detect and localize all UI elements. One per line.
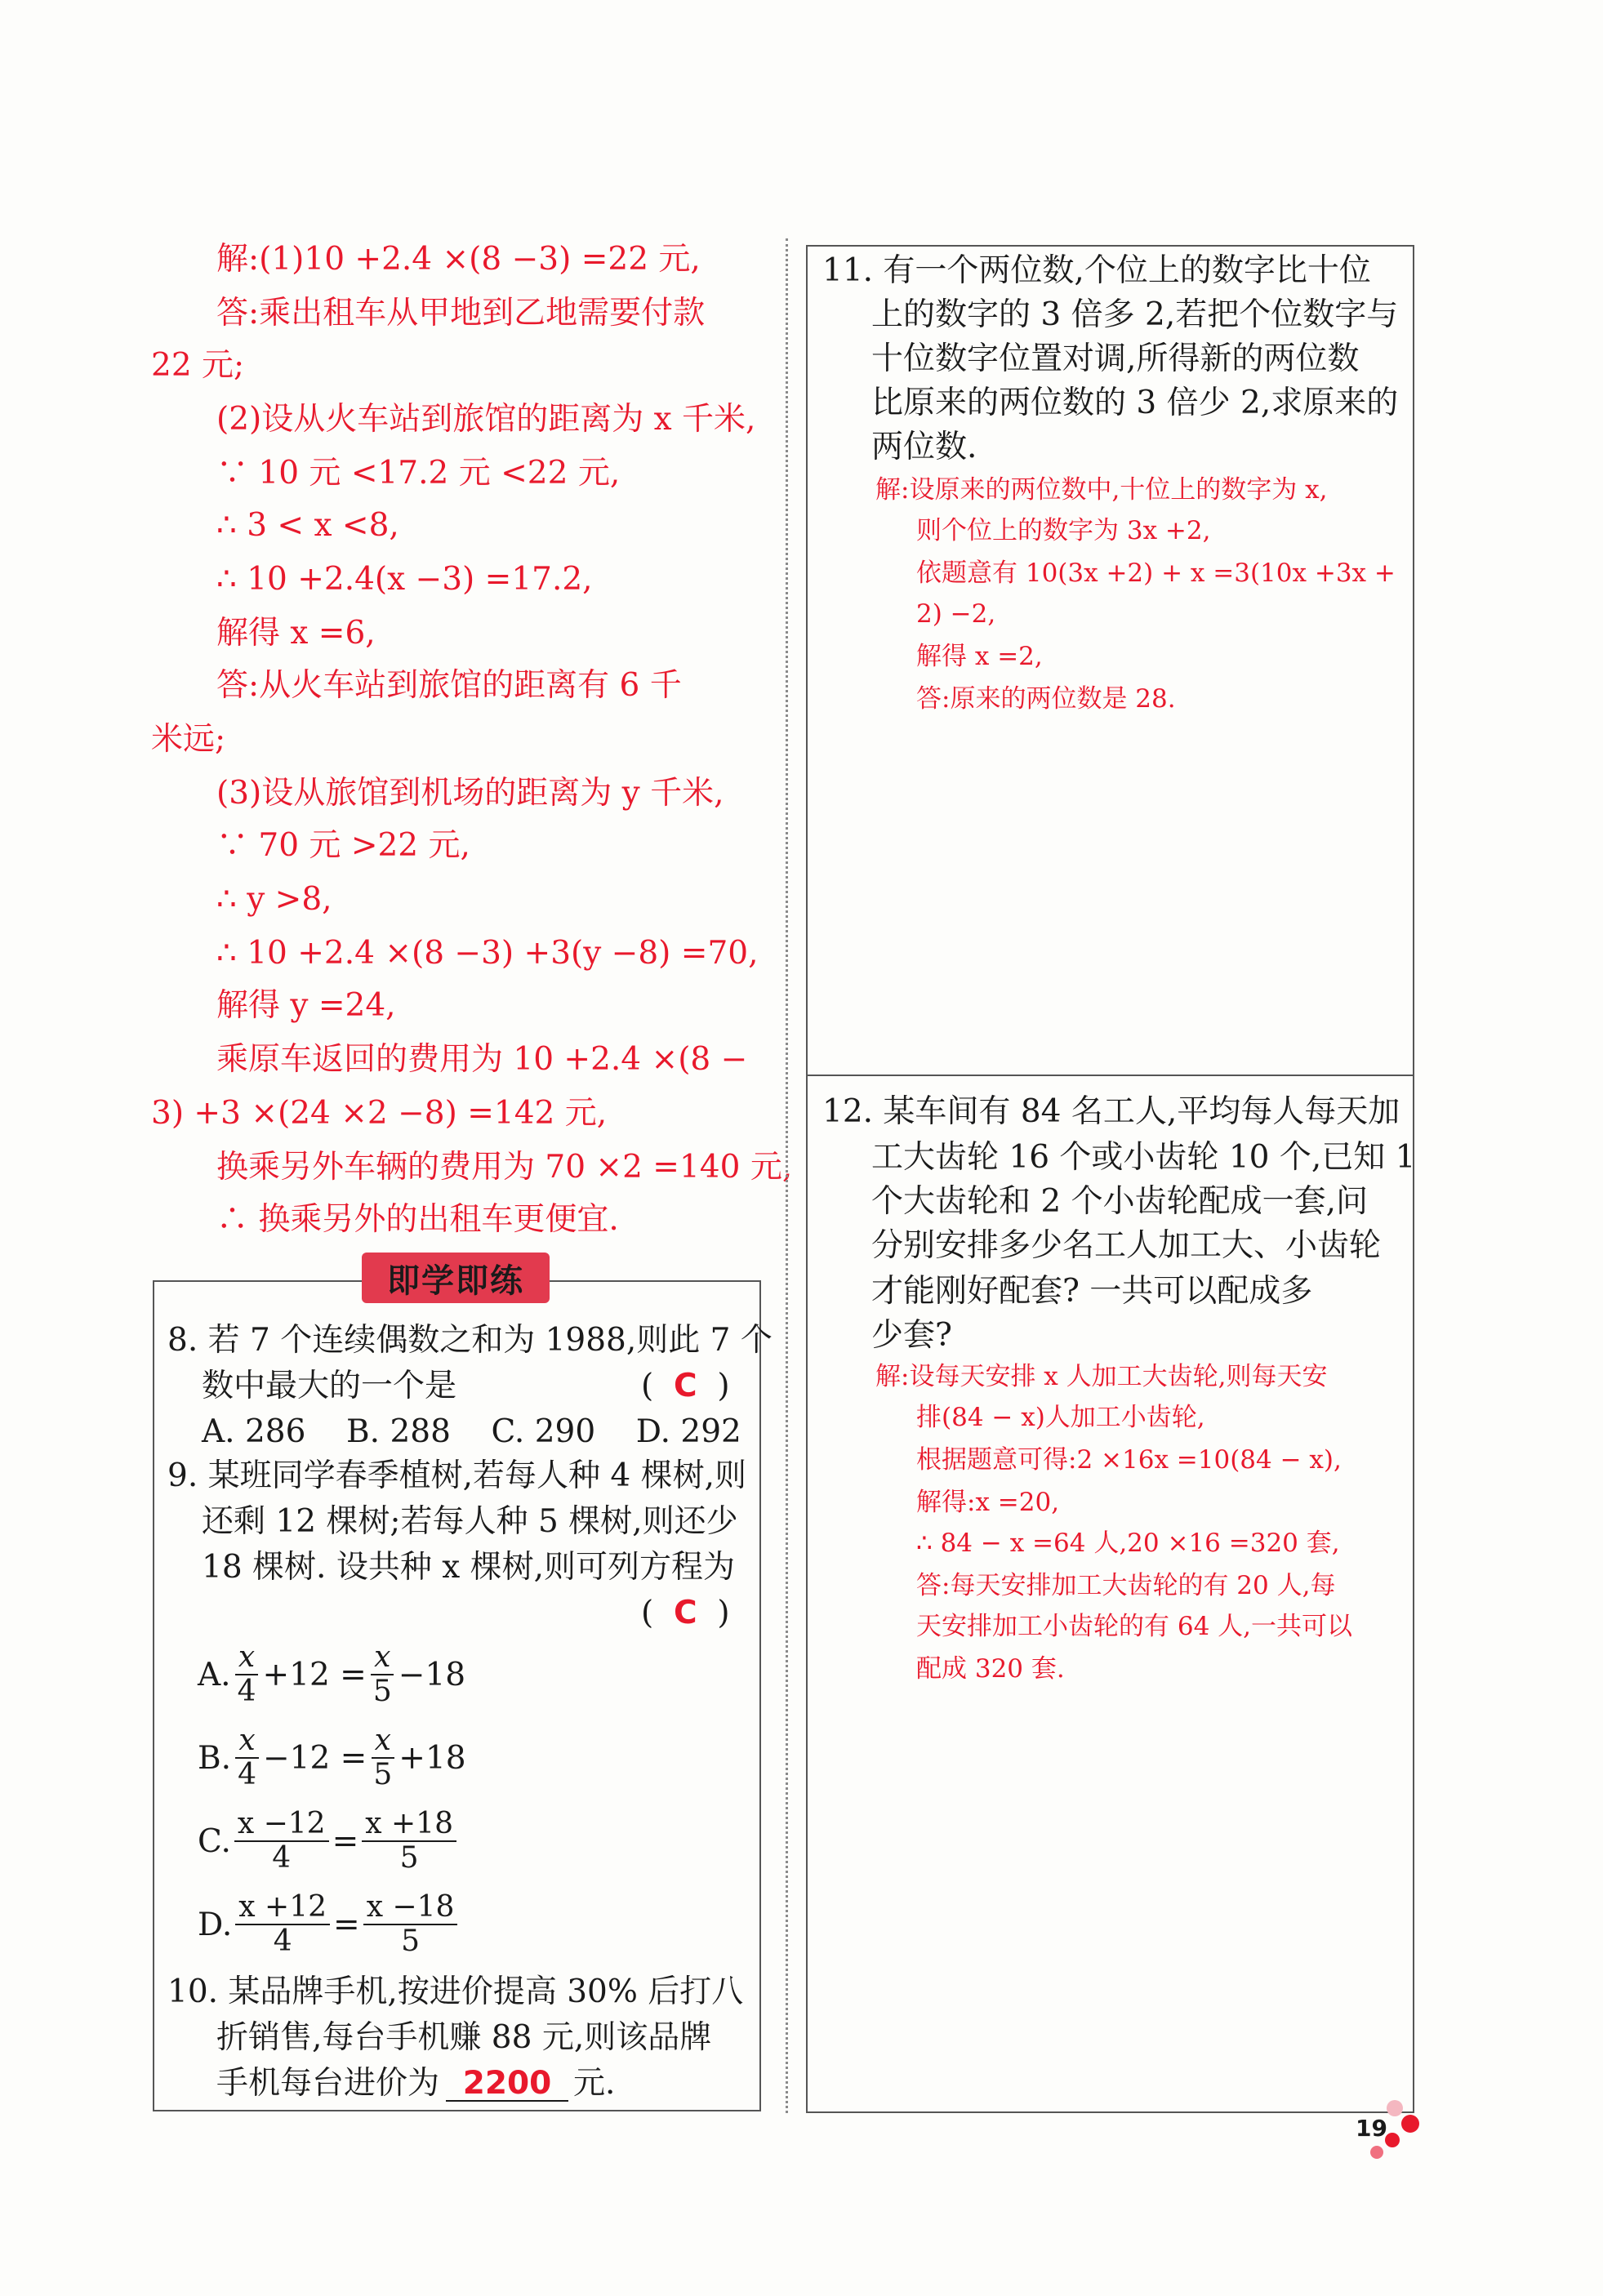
practice-title: 即学即练 (362, 1253, 550, 1303)
q11-line: 上的数字的 3 倍多 2,若把个位数字与 (871, 296, 1399, 333)
q8-line: 数中最大的一个是 (202, 1368, 457, 1404)
q12-line: 工大齿轮 16 个或小齿轮 10 个,已知 1 (871, 1139, 1416, 1176)
q12-solution-line: 解得:x =20, (916, 1488, 1060, 1517)
q9-line: 18 棵树. 设共种 x 棵树,则可列方程为 (202, 1549, 736, 1586)
q8-answer-bracket: ( C ) (641, 1368, 730, 1404)
q8-line: 8. 若 7 个连续偶数之和为 1988,则此 7 个 (167, 1322, 773, 1359)
q9-answer-bracket: ( C ) (641, 1595, 730, 1631)
solution-line: 解得 y =24, (216, 987, 396, 1024)
solution-line: ∴ 10 +2.4(x −3) =17.2, (216, 561, 593, 598)
q10-line: 折销售,每台手机赚 88 元,则该品牌 (216, 2019, 712, 2056)
q10-line: 10. 某品牌手机,按进价提高 30% 后打八 (167, 1973, 744, 2010)
q12-line: 少套? (871, 1317, 952, 1354)
q11-solution-line: 则个位上的数字为 3x +2, (916, 516, 1211, 545)
solution-line: 22 元; (151, 347, 245, 384)
q11-line: 比原来的两位数的 3 倍少 2,求原来的 (871, 385, 1399, 421)
solution-line: ∴ 10 +2.4 ×(8 −3) +3(y −8) =70, (216, 935, 759, 972)
q9-option-d: D. $\frac{x +12}{4}$ = $\frac{x -18}{5}$ (198, 1891, 461, 1958)
q11-solution-line: 依题意有 10(3x +2) + x =3(10x +3x + (916, 558, 1396, 588)
q11-solution-line: 2) −2, (916, 599, 996, 629)
q12-solution-line: 根据题意可得:2 ×16x =10(84 − x), (916, 1445, 1342, 1475)
q10-answer: 2200 (462, 2065, 552, 2102)
q11-solution-line: 解得 x =2, (916, 642, 1043, 671)
q11-solution-line: 答:原来的两位数是 28. (916, 684, 1176, 714)
solution-line: ∴ y >8, (216, 881, 332, 918)
solution-line: ∴ 换乘另外的出租车更便宜. (216, 1201, 619, 1238)
q9-line: 9. 某班同学春季植树,若每人种 4 棵树,则 (167, 1457, 747, 1494)
solution-line: 换乘另外车辆的费用为 70 ×2 =140 元, (216, 1149, 793, 1186)
q12-solution-line: 配成 320 套. (916, 1654, 1065, 1684)
q12-line: 才能刚好配套? 一共可以配成多 (871, 1273, 1313, 1310)
page-number: 19 (1356, 2115, 1387, 2142)
q11-line: 十位数字位置对调,所得新的两位数 (871, 340, 1360, 377)
solution-line: 解得 x =6, (216, 615, 376, 652)
q8-answer: C (674, 1368, 697, 1404)
solution-line: ∵ 10 元 <17.2 元 <22 元, (216, 455, 621, 492)
q9-answer: C (674, 1595, 697, 1631)
solution-line: 答:从火车站到旅馆的距离有 6 千 (216, 667, 682, 704)
q9-line: 还剩 12 棵树;若每人种 5 棵树,则还少 (202, 1503, 738, 1540)
q8-options: A. 286 B. 288 C. 290 D. 292 (202, 1413, 741, 1450)
q9-option-a: A. $\frac{x}{4}$ +12 = $\frac{x}{5}$ −18 (198, 1640, 466, 1708)
solution-line: 乘原车返回的费用为 10 +2.4 ×(8 − (216, 1041, 748, 1078)
q12-line: 分别安排多少名工人加工大、小齿轮 (871, 1227, 1382, 1264)
solution-line: (2)设从火车站到旅馆的距离为 x 千米, (216, 401, 756, 438)
q12-solution-line: 解:设每天安排 x 人加工大齿轮,则每天安 (875, 1362, 1328, 1391)
page-dot-icon (1387, 2100, 1403, 2116)
q11-solution-line: 解:设原来的两位数中,十位上的数字为 x, (875, 475, 1328, 505)
solution-line: 答:乘出租车从甲地到乙地需要付款 (216, 295, 706, 331)
page-dot-icon (1401, 2115, 1419, 2133)
q12-solution-line: 答:每天安排加工大齿轮的有 20 人,每 (916, 1571, 1336, 1600)
q9-option-b: B. $\frac{x}{4}$ −12 = $\frac{x}{5}$ +18 (198, 1724, 466, 1791)
q12-solution-line: ∴ 84 − x =64 人,20 ×16 =320 套, (916, 1528, 1340, 1558)
q12-line: 12. 某车间有 84 名工人,平均每人每天加 (822, 1093, 1400, 1130)
solution-line: ∴ 3 < x <8, (216, 507, 399, 544)
q12-solution-line: 排(84 − x)人加工小齿轮, (916, 1403, 1205, 1432)
solution-line: ∵ 70 元 >22 元, (216, 827, 470, 864)
q12-line: 个大齿轮和 2 个小齿轮配成一套,问 (871, 1183, 1369, 1220)
q12-solution-line: 天安排加工小齿轮的有 64 人,一共可以 (916, 1612, 1353, 1641)
q11-line: 11. 有一个两位数,个位上的数字比十位 (822, 252, 1371, 289)
q10-line: 手机每台进价为 2200 元. (216, 2065, 616, 2102)
solution-line: 3) +3 ×(24 ×2 −8) =142 元, (151, 1095, 608, 1132)
solution-line: (3)设从旅馆到机场的距离为 y 千米, (216, 775, 724, 812)
column-divider (786, 238, 788, 2113)
page-dot-icon (1370, 2146, 1383, 2159)
solution-line: 解:(1)10 +2.4 ×(8 −3) =22 元, (216, 241, 701, 278)
solution-line: 米远; (151, 721, 226, 758)
q11-line: 两位数. (871, 429, 977, 465)
q9-option-c: C. $\frac{x -12}{4}$ = $\frac{x +18}{5}$ (198, 1808, 460, 1875)
